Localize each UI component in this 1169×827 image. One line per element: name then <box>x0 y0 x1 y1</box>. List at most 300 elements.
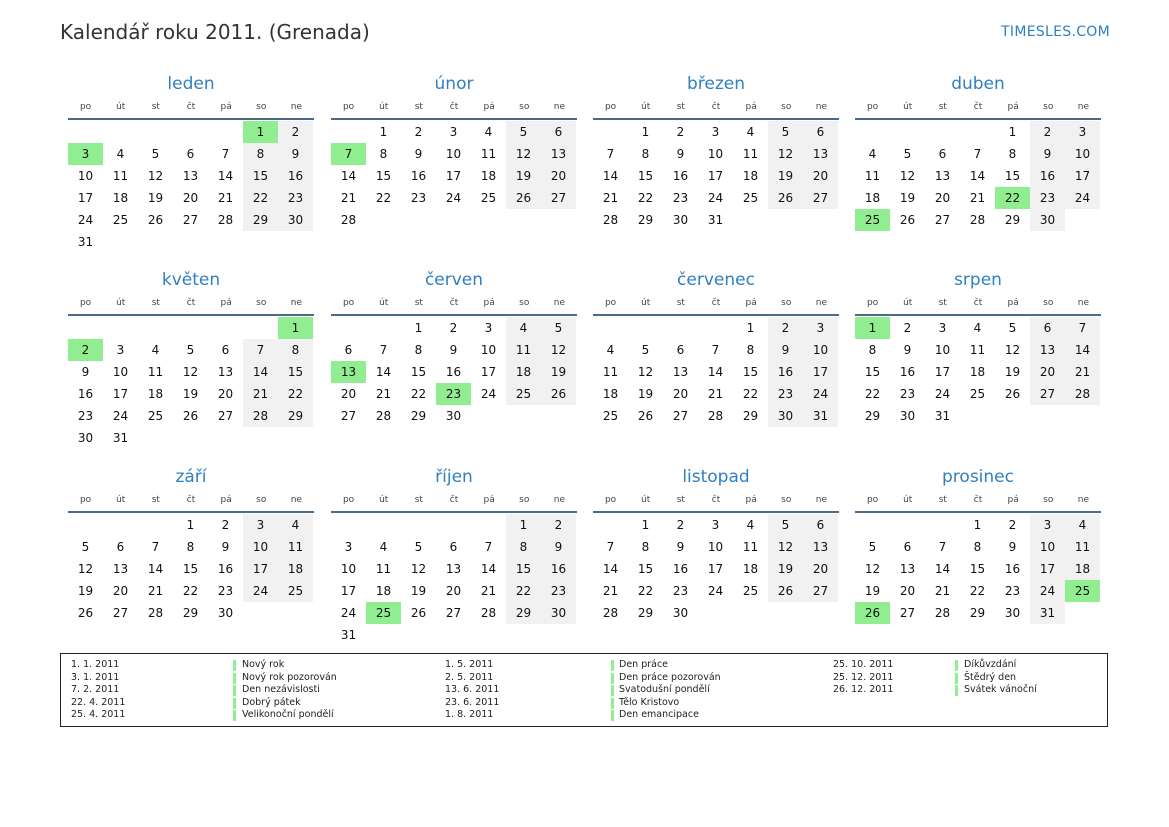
day-cell: 28 <box>480 606 497 620</box>
day-cell: 22 <box>410 387 427 401</box>
day-cell: 22 <box>864 387 881 401</box>
weekday-label: pá <box>483 102 495 112</box>
day-cell: 3 <box>803 317 838 339</box>
day-cell: 22 <box>278 383 313 405</box>
day-cell: 17 <box>707 562 724 576</box>
day-grid <box>855 121 1101 231</box>
day-cell: 30 <box>1004 606 1021 620</box>
day-cell: 13 <box>112 562 129 576</box>
weekday-label: st <box>151 298 160 308</box>
day-grid <box>331 121 577 231</box>
day-cell: 10 <box>243 536 278 558</box>
day-cell: 8 <box>641 540 650 554</box>
day-cell: 3 <box>243 514 278 536</box>
day-cell: 1 <box>746 321 755 335</box>
weekday-label: čt <box>973 298 983 308</box>
legend-date: 25. 4. 2011 <box>71 709 126 721</box>
day-cell: 16 <box>445 365 462 379</box>
day-cell: 9 <box>768 339 803 361</box>
day-cell: 14 <box>243 361 278 383</box>
day-cell: 4 <box>151 343 160 357</box>
month-name: srpen <box>954 270 1002 290</box>
day-cell: 16 <box>672 169 689 183</box>
day-cell: 27 <box>803 187 838 209</box>
day-cell: 21 <box>707 387 724 401</box>
weekday-label: út <box>116 298 126 308</box>
month-name: leden <box>167 74 215 94</box>
day-cell: 12 <box>637 365 654 379</box>
weekday-header <box>68 489 314 513</box>
day-cell: 11 <box>742 147 759 161</box>
legend-date: 25. 12. 2011 <box>833 671 894 683</box>
day-cell: 28 <box>217 213 234 227</box>
day-cell: 2 <box>414 125 423 139</box>
day-cell: 27 <box>217 409 234 423</box>
month-name: duben <box>951 74 1005 94</box>
day-cell: 3 <box>938 321 947 335</box>
page-title: Kalendář roku 2011. (Grenada) <box>60 20 370 44</box>
day-cell: 30 <box>672 606 689 620</box>
legend-holiday-name: Svátek vánoční <box>964 684 1037 696</box>
day-cell: 8 <box>379 147 388 161</box>
day-cell: 30 <box>541 602 576 624</box>
day-cell: 7 <box>606 540 615 554</box>
weekday-label: čt <box>711 102 721 112</box>
day-cell: 15 <box>278 361 313 383</box>
day-cell: 8 <box>1008 147 1017 161</box>
day-cell: 22 <box>742 387 759 401</box>
weekday-label: ne <box>290 102 303 112</box>
day-cell: 8 <box>868 343 877 357</box>
legend-holiday-marker <box>233 710 236 721</box>
weekday-label: po <box>79 102 92 112</box>
day-cell: 19 <box>864 584 881 598</box>
weekday-label: út <box>641 495 651 505</box>
day-cell: 28 <box>602 606 619 620</box>
day-cell: 18 <box>969 365 986 379</box>
day-cell: 20 <box>1030 361 1065 383</box>
month-calendar <box>331 72 577 231</box>
day-cell: 28 <box>243 405 278 427</box>
day-cell: 28 <box>340 213 357 227</box>
day-cell: 4 <box>506 317 541 339</box>
weekday-label: so <box>1043 102 1054 112</box>
legend-holiday-marker <box>611 660 614 671</box>
weekday-label: so <box>256 102 267 112</box>
month-name: říjen <box>435 467 473 487</box>
day-cell: 10 <box>1065 143 1100 165</box>
legend-holiday-marker <box>233 698 236 709</box>
day-cell: 5 <box>506 121 541 143</box>
legend-holiday-name: Den práce pozorován <box>619 671 721 683</box>
day-cell: 13 <box>182 169 199 183</box>
day-cell: 12 <box>541 339 576 361</box>
day-cell: 27 <box>112 606 129 620</box>
day-cell: 25 <box>147 409 164 423</box>
day-cell: 22 <box>243 187 278 209</box>
weekday-label: pá <box>220 102 232 112</box>
day-cell: 21 <box>602 584 619 598</box>
day-cell: 10 <box>480 343 497 357</box>
weekday-label: po <box>866 102 879 112</box>
day-cell: 19 <box>541 361 576 383</box>
weekday-label: út <box>379 495 389 505</box>
day-cell: 27 <box>934 213 951 227</box>
weekday-label: ne <box>1077 298 1090 308</box>
day-cell: 28 <box>707 409 724 423</box>
day-cell: 4 <box>973 321 982 335</box>
legend-holiday-name: Nový rok pozorován <box>242 671 337 683</box>
day-cell: 9 <box>676 147 685 161</box>
weekday-label: ne <box>1077 102 1090 112</box>
legend-date: 1. 5. 2011 <box>445 659 494 670</box>
day-cell: 20 <box>934 191 951 205</box>
day-cell: 19 <box>768 558 803 580</box>
day-cell: 12 <box>899 169 916 183</box>
day-cell: 2 <box>768 317 803 339</box>
weekday-label: st <box>676 495 685 505</box>
legend-holiday-marker <box>611 685 614 696</box>
month-calendar <box>855 465 1101 624</box>
day-cell: 20 <box>112 584 129 598</box>
holiday-day-cell: 1 <box>243 121 278 143</box>
day-cell: 13 <box>217 365 234 379</box>
day-cell: 5 <box>903 147 912 161</box>
weekday-label: pá <box>483 495 495 505</box>
weekday-label: so <box>519 102 530 112</box>
day-cell: 19 <box>637 387 654 401</box>
day-cell: 15 <box>375 169 392 183</box>
day-cell: 24 <box>340 606 357 620</box>
day-cell: 22 <box>637 191 654 205</box>
day-cell: 31 <box>112 431 129 445</box>
day-cell: 23 <box>899 387 916 401</box>
day-cell: 30 <box>278 209 313 231</box>
day-cell: 19 <box>182 387 199 401</box>
day-cell: 25 <box>742 191 759 205</box>
day-cell: 24 <box>707 191 724 205</box>
day-cell: 14 <box>602 562 619 576</box>
weekday-label: pá <box>220 495 232 505</box>
weekday-label: pá <box>220 298 232 308</box>
weekday-label: st <box>676 102 685 112</box>
day-cell: 2 <box>1030 121 1065 143</box>
day-cell: 25 <box>506 383 541 405</box>
day-cell: 2 <box>903 321 912 335</box>
day-grid <box>68 121 314 253</box>
day-cell: 11 <box>278 536 313 558</box>
day-cell: 2 <box>676 518 685 532</box>
day-cell: 9 <box>449 343 458 357</box>
weekday-label: st <box>938 298 947 308</box>
day-cell: 20 <box>182 191 199 205</box>
weekday-label: čt <box>711 495 721 505</box>
day-cell: 16 <box>899 365 916 379</box>
day-cell: 20 <box>340 387 357 401</box>
day-cell: 10 <box>112 365 129 379</box>
day-cell: 10 <box>707 147 724 161</box>
weekday-label: st <box>414 298 423 308</box>
day-cell: 27 <box>803 580 838 602</box>
day-cell: 26 <box>768 580 803 602</box>
brand-link[interactable]: TIMESLES.COM <box>1001 24 1110 40</box>
day-cell: 23 <box>541 580 576 602</box>
day-cell: 20 <box>445 584 462 598</box>
weekday-label: út <box>379 298 389 308</box>
month-calendar <box>593 268 839 427</box>
day-cell: 17 <box>340 584 357 598</box>
weekday-label: po <box>79 298 92 308</box>
day-cell: 21 <box>147 584 164 598</box>
weekday-header <box>68 292 314 316</box>
legend-holiday-name: Velikonoční pondělí <box>242 709 334 721</box>
day-cell: 1 <box>1008 125 1017 139</box>
day-cell: 14 <box>480 562 497 576</box>
day-cell: 29 <box>1004 213 1021 227</box>
day-cell: 31 <box>77 235 94 249</box>
day-cell: 11 <box>506 339 541 361</box>
weekday-label: pá <box>1007 495 1019 505</box>
day-cell: 22 <box>182 584 199 598</box>
day-cell: 16 <box>768 361 803 383</box>
day-cell: 5 <box>641 343 650 357</box>
holiday-day-cell: 23 <box>436 383 471 405</box>
weekday-label: st <box>414 495 423 505</box>
day-cell: 19 <box>77 584 94 598</box>
day-cell: 29 <box>864 409 881 423</box>
day-cell: 2 <box>449 321 458 335</box>
day-grid <box>855 514 1101 624</box>
day-cell: 28 <box>1065 383 1100 405</box>
day-cell: 16 <box>410 169 427 183</box>
day-cell: 31 <box>707 213 724 227</box>
day-cell: 15 <box>969 562 986 576</box>
day-cell: 5 <box>414 540 423 554</box>
day-cell: 13 <box>803 536 838 558</box>
day-cell: 17 <box>1030 558 1065 580</box>
day-cell: 6 <box>1030 317 1065 339</box>
day-cell: 17 <box>803 361 838 383</box>
day-cell: 25 <box>278 580 313 602</box>
day-cell: 21 <box>1065 361 1100 383</box>
weekday-label: po <box>342 298 355 308</box>
day-cell: 22 <box>969 584 986 598</box>
weekday-label: pá <box>745 102 757 112</box>
legend-date: 23. 6. 2011 <box>445 696 500 708</box>
day-cell: 12 <box>1004 343 1021 357</box>
day-cell: 2 <box>541 514 576 536</box>
day-cell: 15 <box>637 562 654 576</box>
day-cell: 15 <box>182 562 199 576</box>
month-name: květen <box>161 270 221 290</box>
day-cell: 4 <box>278 514 313 536</box>
month-name: listopad <box>682 467 750 487</box>
day-grid <box>855 317 1101 427</box>
day-cell: 14 <box>934 562 951 576</box>
day-cell: 31 <box>934 409 951 423</box>
day-cell: 12 <box>147 169 164 183</box>
day-grid <box>593 121 839 231</box>
day-cell: 31 <box>1030 602 1065 624</box>
day-cell: 9 <box>221 540 230 554</box>
holiday-day-cell: 1 <box>278 317 313 339</box>
legend-holiday-marker <box>955 673 958 684</box>
day-cell: 27 <box>182 213 199 227</box>
day-cell: 10 <box>77 169 94 183</box>
day-cell: 23 <box>672 191 689 205</box>
legend-date: 26. 12. 2011 <box>833 684 894 696</box>
weekday-label: čt <box>449 298 459 308</box>
legend-holiday-name: Tělo Kristovo <box>619 696 680 708</box>
day-cell: 17 <box>707 169 724 183</box>
day-cell: 25 <box>969 387 986 401</box>
day-cell: 11 <box>147 365 164 379</box>
day-cell: 12 <box>506 143 541 165</box>
day-cell: 3 <box>484 321 493 335</box>
day-cell: 10 <box>803 339 838 361</box>
day-cell: 12 <box>768 536 803 558</box>
weekday-label: so <box>519 298 530 308</box>
day-cell: 19 <box>410 584 427 598</box>
day-cell: 3 <box>711 518 720 532</box>
day-cell: 4 <box>1065 514 1100 536</box>
day-cell: 24 <box>112 409 129 423</box>
day-cell: 26 <box>77 606 94 620</box>
day-cell: 18 <box>602 387 619 401</box>
weekday-label: čt <box>449 495 459 505</box>
day-cell: 3 <box>449 125 458 139</box>
day-grid <box>331 514 577 646</box>
day-cell: 27 <box>1030 383 1065 405</box>
legend-date: 7. 2. 2011 <box>71 684 120 696</box>
day-cell: 19 <box>768 165 803 187</box>
day-cell: 19 <box>1004 365 1021 379</box>
weekday-label: út <box>379 102 389 112</box>
day-cell: 30 <box>672 213 689 227</box>
day-cell: 1 <box>379 125 388 139</box>
month-calendar <box>855 268 1101 427</box>
day-cell: 24 <box>803 383 838 405</box>
legend-holiday-name: Den emancipace <box>619 709 699 721</box>
day-cell: 27 <box>445 606 462 620</box>
weekday-label: út <box>641 298 651 308</box>
day-cell: 23 <box>768 383 803 405</box>
day-cell: 29 <box>637 606 654 620</box>
month-calendar <box>855 72 1101 231</box>
day-cell: 16 <box>1030 165 1065 187</box>
legend-holiday-name: Den nezávislosti <box>242 684 320 696</box>
weekday-label: st <box>676 298 685 308</box>
weekday-label: ne <box>815 495 828 505</box>
day-cell: 10 <box>445 147 462 161</box>
weekday-label: ne <box>815 298 828 308</box>
day-cell: 27 <box>340 409 357 423</box>
day-cell: 11 <box>375 562 392 576</box>
weekday-label: st <box>938 495 947 505</box>
day-cell: 16 <box>278 165 313 187</box>
day-cell: 21 <box>480 584 497 598</box>
day-cell: 17 <box>445 169 462 183</box>
weekday-label: po <box>604 495 617 505</box>
day-cell: 6 <box>186 147 195 161</box>
day-cell: 15 <box>410 365 427 379</box>
weekday-label: čt <box>973 102 983 112</box>
day-cell: 23 <box>278 187 313 209</box>
day-cell: 14 <box>1065 339 1100 361</box>
weekday-label: so <box>781 298 792 308</box>
day-cell: 19 <box>147 191 164 205</box>
day-cell: 15 <box>1004 169 1021 183</box>
day-cell: 23 <box>1004 584 1021 598</box>
day-cell: 21 <box>375 387 392 401</box>
day-cell: 7 <box>938 540 947 554</box>
legend-holiday-name: Dobrý pátek <box>242 696 301 708</box>
day-cell: 28 <box>969 213 986 227</box>
day-cell: 9 <box>1030 143 1065 165</box>
day-cell: 13 <box>899 562 916 576</box>
day-grid <box>593 317 839 427</box>
weekday-header <box>855 489 1101 513</box>
weekday-label: čt <box>186 298 196 308</box>
day-cell: 5 <box>768 514 803 536</box>
day-cell: 26 <box>899 213 916 227</box>
day-cell: 28 <box>147 606 164 620</box>
day-cell: 13 <box>672 365 689 379</box>
weekday-label: so <box>256 298 267 308</box>
holiday-day-cell: 26 <box>855 602 890 624</box>
day-cell: 9 <box>414 147 423 161</box>
weekday-label: so <box>256 495 267 505</box>
day-cell: 6 <box>116 540 125 554</box>
day-grid <box>68 514 314 624</box>
day-cell: 14 <box>707 365 724 379</box>
day-cell: 17 <box>934 365 951 379</box>
legend-holiday-name: Svatodušní pondělí <box>619 684 710 696</box>
weekday-label: st <box>414 102 423 112</box>
day-cell: 10 <box>934 343 951 357</box>
day-cell: 12 <box>768 143 803 165</box>
day-cell: 11 <box>969 343 986 357</box>
holiday-day-cell: 3 <box>68 143 103 165</box>
day-cell: 12 <box>410 562 427 576</box>
day-cell: 23 <box>77 409 94 423</box>
day-cell: 17 <box>243 558 278 580</box>
day-cell: 12 <box>864 562 881 576</box>
day-cell: 18 <box>480 169 497 183</box>
day-cell: 21 <box>340 191 357 205</box>
day-cell: 21 <box>969 191 986 205</box>
day-cell: 14 <box>969 169 986 183</box>
day-cell: 24 <box>77 213 94 227</box>
day-cell: 18 <box>742 169 759 183</box>
day-cell: 30 <box>1030 209 1065 231</box>
holiday-day-cell: 1 <box>855 317 890 339</box>
legend-holiday-marker <box>955 685 958 696</box>
day-cell: 7 <box>243 339 278 361</box>
day-cell: 25 <box>602 409 619 423</box>
weekday-label: po <box>604 298 617 308</box>
weekday-header <box>331 489 577 513</box>
day-cell: 8 <box>414 343 423 357</box>
day-cell: 22 <box>506 580 541 602</box>
day-grid <box>593 514 839 624</box>
day-cell: 7 <box>711 343 720 357</box>
day-cell: 5 <box>151 147 160 161</box>
weekday-label: so <box>1043 298 1054 308</box>
day-cell: 2 <box>1008 518 1017 532</box>
weekday-header <box>331 292 577 316</box>
day-cell: 9 <box>81 365 90 379</box>
